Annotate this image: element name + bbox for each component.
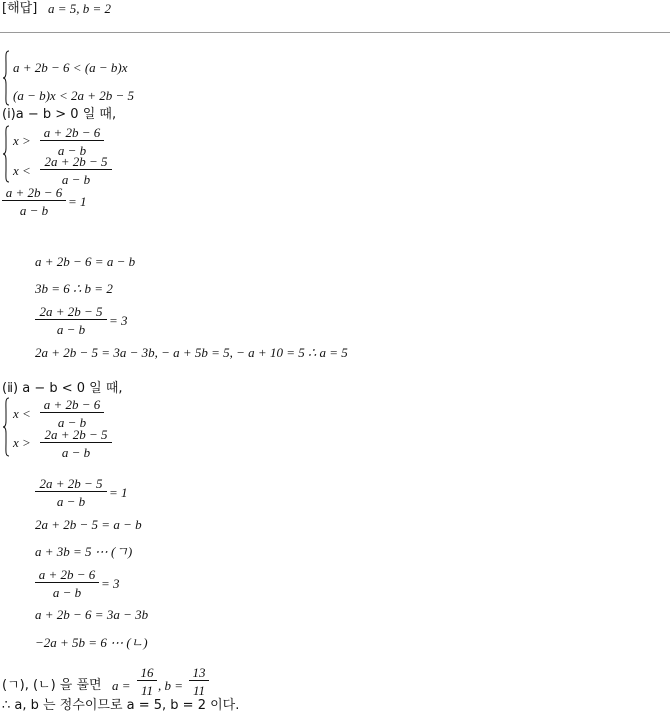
case1-ineq2-fraction [40, 155, 112, 186]
case2-eq1-fraction [35, 477, 107, 508]
conclusion-b-fraction [189, 666, 209, 697]
case1-eq2-den: a − b [56, 322, 86, 337]
case2-ineq1-num: a + 2b − 6 [43, 397, 101, 412]
case1-eq1-den: a − b [19, 203, 49, 218]
case2-ineq2-num: 2a + 2b − 5 [44, 427, 108, 442]
case2-eq2-den: a − b [52, 585, 82, 600]
system-line-1: a + 2b − 6 < (a − b)x [13, 60, 128, 75]
conclusion-a-lhs: a = [112, 678, 131, 693]
case1-ineq1-den: a − b [57, 143, 87, 158]
case1-eq1-num: a + 2b − 6 [5, 185, 63, 200]
divider [0, 32, 670, 33]
system-line-2: (a − b)x < 2a + 2b − 5 [13, 88, 135, 103]
case1-ineq2-num: 2a + 2b − 5 [44, 154, 108, 169]
case1-eq1-fraction [2, 186, 66, 217]
case1-eq2-rhs: = 3 [109, 313, 128, 328]
case1-eq2-fraction [35, 305, 107, 336]
conclusion-b-den: 11 [192, 683, 206, 698]
conclusion-final: ∴ a, b 는 정수이므로 a = 5, b = 2 이다. [2, 698, 240, 713]
case1-ineq2-den: a − b [61, 172, 91, 187]
case2-step1: 2a + 2b − 5 = a − b [35, 517, 142, 532]
case2-eq1-den: a − b [56, 494, 86, 509]
case2-ineq1-den: a − b [57, 415, 87, 430]
case2-step2: a + 3b = 5 ⋯ (ㄱ) [35, 544, 133, 559]
case2-ineq2-den: a − b [61, 445, 91, 460]
answer-label: [해답] [2, 1, 38, 16]
case2-title: (ⅱ) a − b < 0 일 때, [2, 381, 123, 396]
case1-title: (ⅰ)a − b > 0 일 때, [2, 107, 117, 122]
case1-step3: 2a + 2b − 5 = 3a − 3b, − a + 5b = 5, − a + 10 = 5 ∴ a = 5 [35, 345, 348, 360]
conclusion-a-den: 11 [140, 683, 154, 698]
answer-value: a = 5, b = 2 [48, 1, 112, 16]
conclusion-b-num: 13 [192, 665, 206, 680]
conclusion-a-num: 16 [140, 665, 154, 680]
case1-eq1-rhs: = 1 [68, 194, 87, 209]
conclusion-prefix: (ㄱ), (ㄴ) 을 풀면 [2, 678, 102, 693]
case1-step2: 3b = 6 ∴ b = 2 [35, 281, 113, 296]
conclusion-b-lhs: , b = [158, 678, 184, 693]
case1-ineq1-prefix: x > [13, 133, 31, 148]
case2-eq2-rhs: = 3 [101, 576, 120, 591]
case2-ineq2-prefix: x > [13, 435, 31, 450]
conclusion-a-fraction [137, 666, 157, 697]
case1-ineq1-fraction [40, 126, 104, 157]
case1-brace [2, 125, 10, 183]
case1-ineq2-prefix: x < [13, 163, 31, 178]
case2-step4: −2a + 5b = 6 ⋯ (ㄴ) [35, 635, 148, 650]
case2-ineq1-fraction [40, 398, 104, 429]
case2-brace [2, 397, 10, 457]
case2-eq1-num: 2a + 2b − 5 [39, 476, 103, 491]
case1-step1: a + 2b − 6 = a − b [35, 254, 136, 269]
case2-step3: a + 2b − 6 = 3a − 3b [35, 607, 149, 622]
system-brace [2, 50, 10, 106]
case2-eq2-num: a + 2b − 6 [38, 567, 96, 582]
case1-eq2-num: 2a + 2b − 5 [39, 304, 103, 319]
case2-eq1-rhs: = 1 [109, 485, 128, 500]
case2-ineq1-prefix: x < [13, 406, 31, 421]
case2-eq2-fraction [35, 568, 99, 599]
case1-ineq1-num: a + 2b − 6 [43, 125, 101, 140]
case2-ineq2-fraction [40, 428, 112, 459]
